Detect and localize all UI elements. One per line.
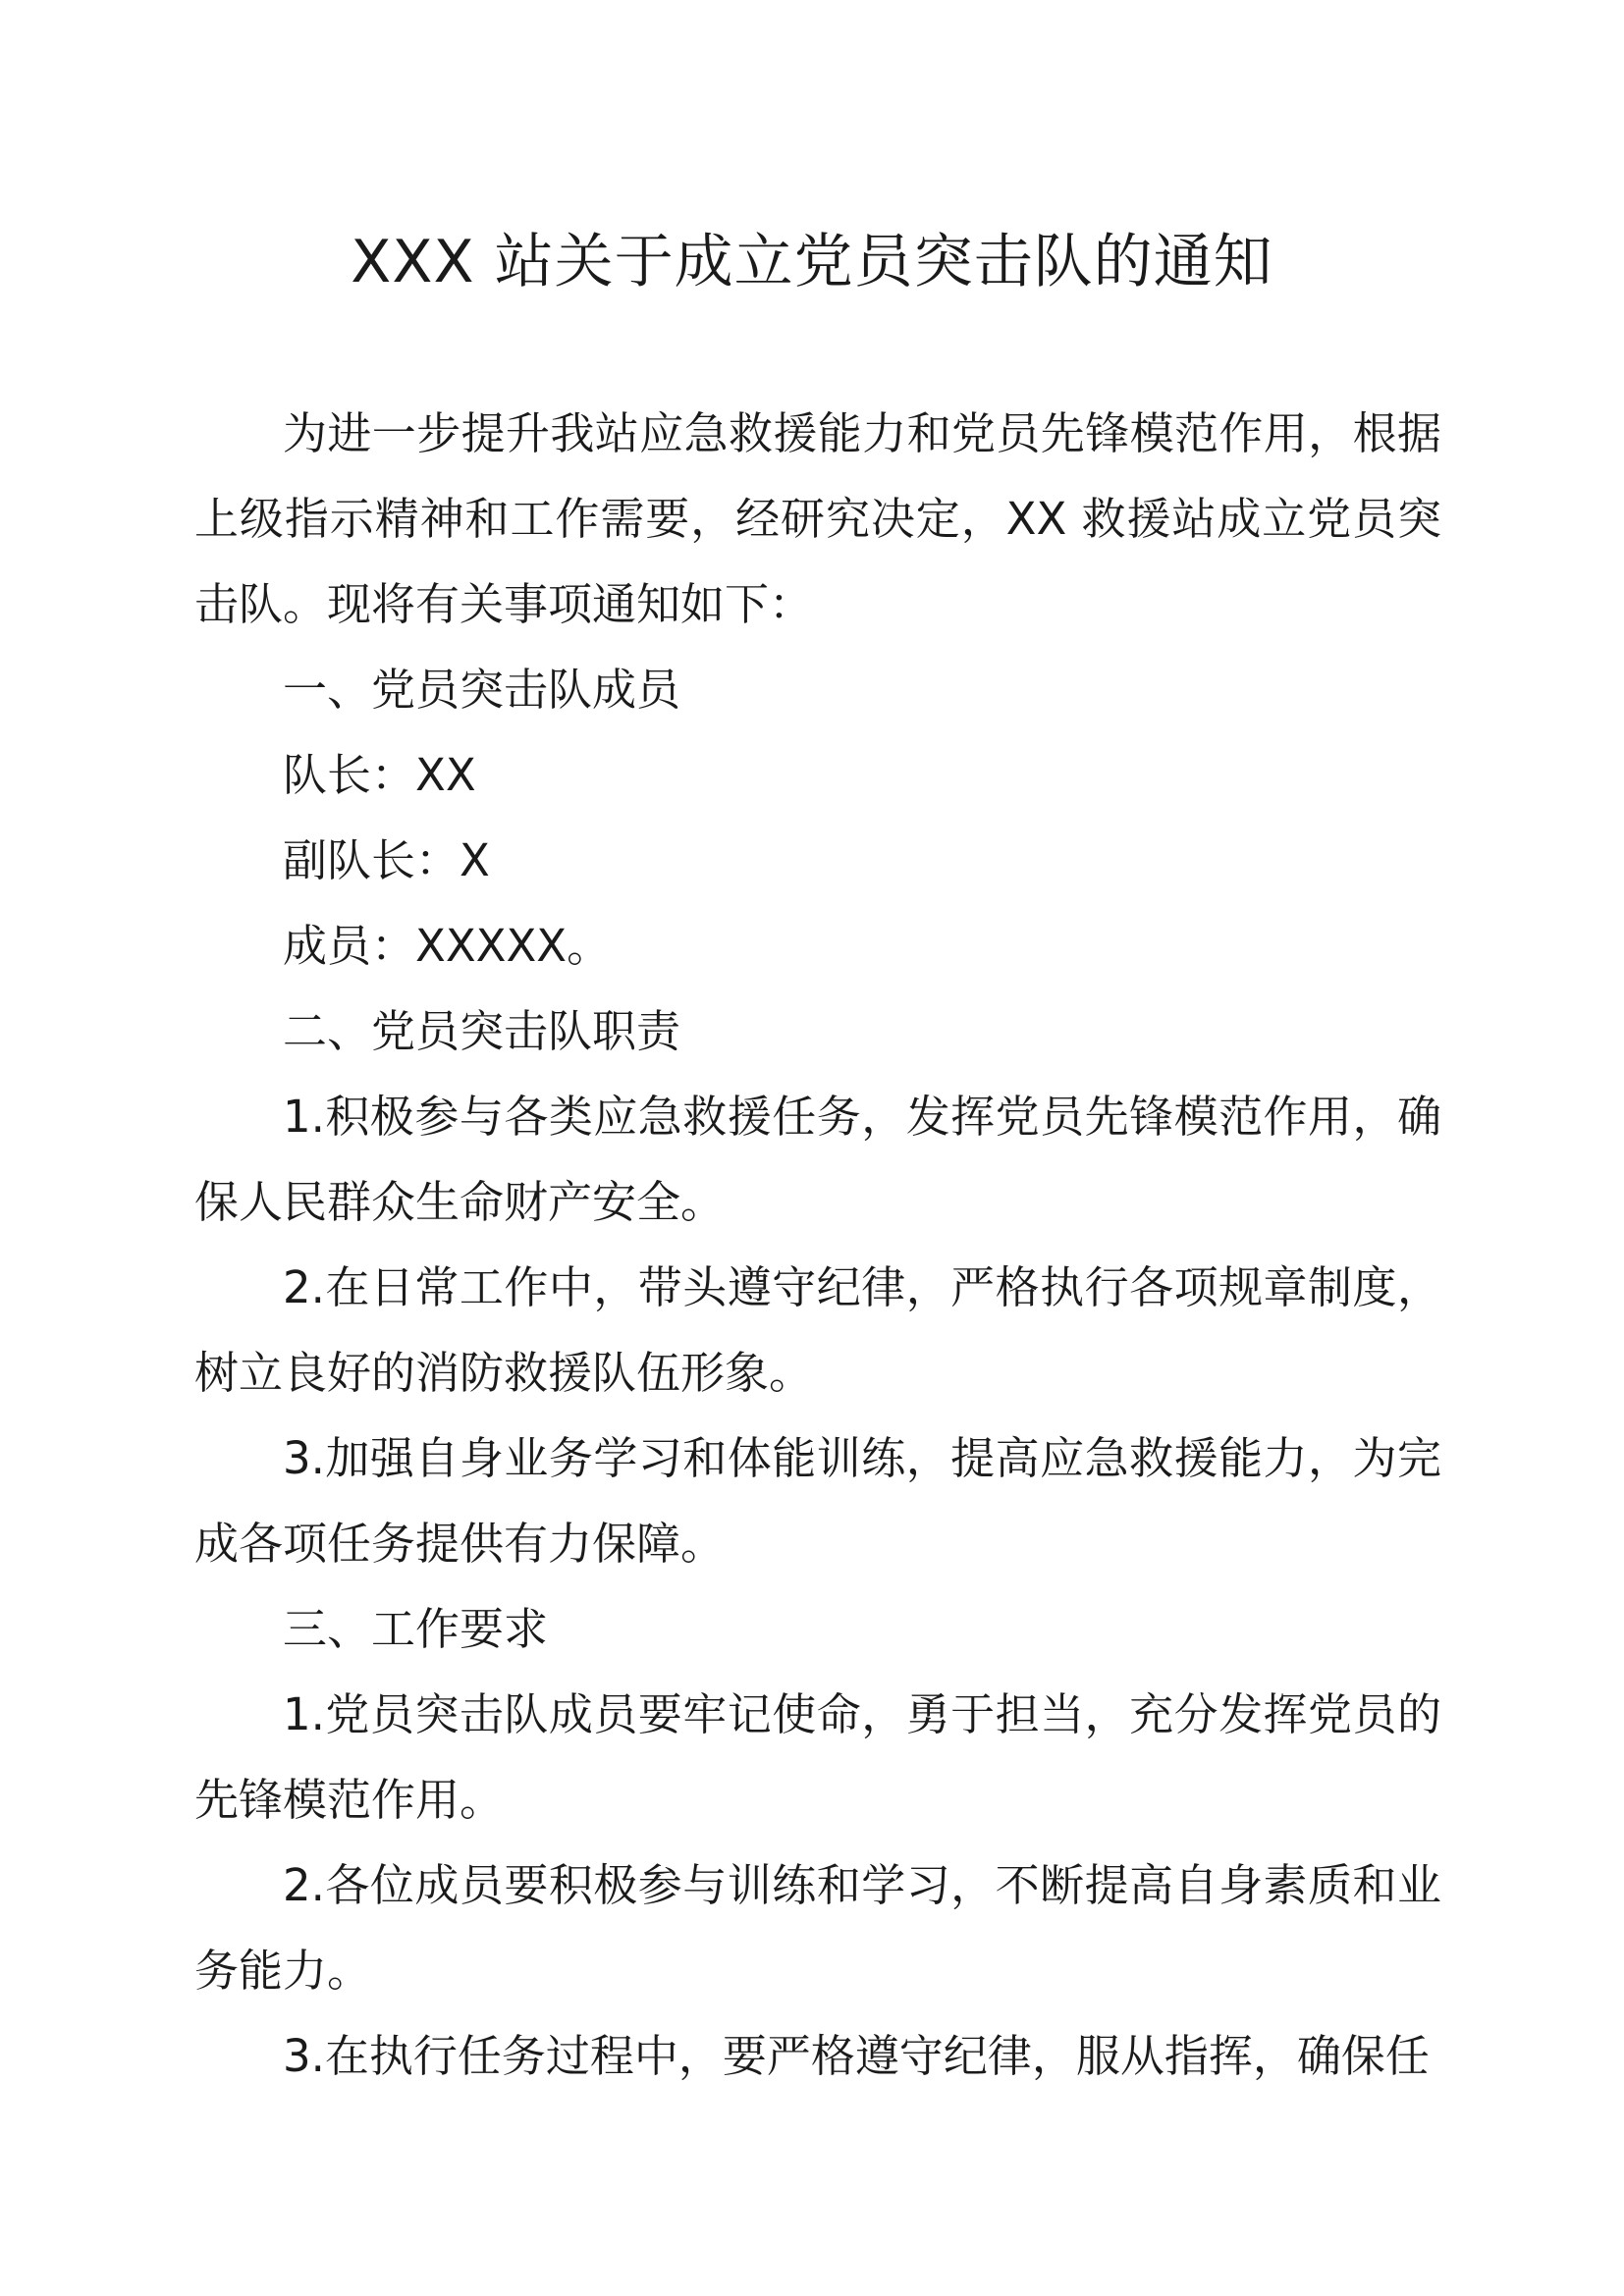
vice-captain-line: 副队长：X xyxy=(283,834,490,886)
document-title: XXX 站关于成立党员突击队的通知 xyxy=(351,228,1273,296)
document-body xyxy=(194,391,1441,2099)
duty-item: 3.加强自身业务学习和体能训练，提高应急救援能力，为完成各项任务提供有力保障。 xyxy=(194,1432,1441,1570)
captain-line: 队长：XX xyxy=(283,749,476,801)
duty-item: 1.积极参与各类应急救援任务，发挥党员先锋模范作用，确保人民群众生命财产安全。 xyxy=(194,1091,1441,1228)
duty-item: 2.在日常工作中，带头遵守纪律，严格执行各项规章制度，树立良好的消防救援队伍形象。 xyxy=(194,1261,1441,1399)
section-heading-requirements: 三、工作要求 xyxy=(283,1603,549,1655)
requirement-item: 1.党员突击队成员要牢记使命，勇于担当，充分发挥党员的先锋模范作用。 xyxy=(194,1688,1441,1826)
members-line: 成员：XXXXX。 xyxy=(283,920,612,972)
section-heading-members: 一、党员突击队成员 xyxy=(283,664,681,716)
requirement-item: 2.各位成员要积极参与训练和学习，不断提高自身素质和业务能力。 xyxy=(194,1859,1441,1997)
section-heading-duties: 二、党员突击队职责 xyxy=(283,1005,681,1057)
intro-paragraph: 为进一步提升我站应急救援能力和党员先锋模范作用，根据上级指示精神和工作需要，经研究决定，XX 救援站成立党员突击队。现将有关事项通知如下： xyxy=(194,407,1441,630)
requirement-item: 3.在执行任务过程中，要严格遵守纪律，服从指挥，确保任 xyxy=(283,2030,1430,2082)
